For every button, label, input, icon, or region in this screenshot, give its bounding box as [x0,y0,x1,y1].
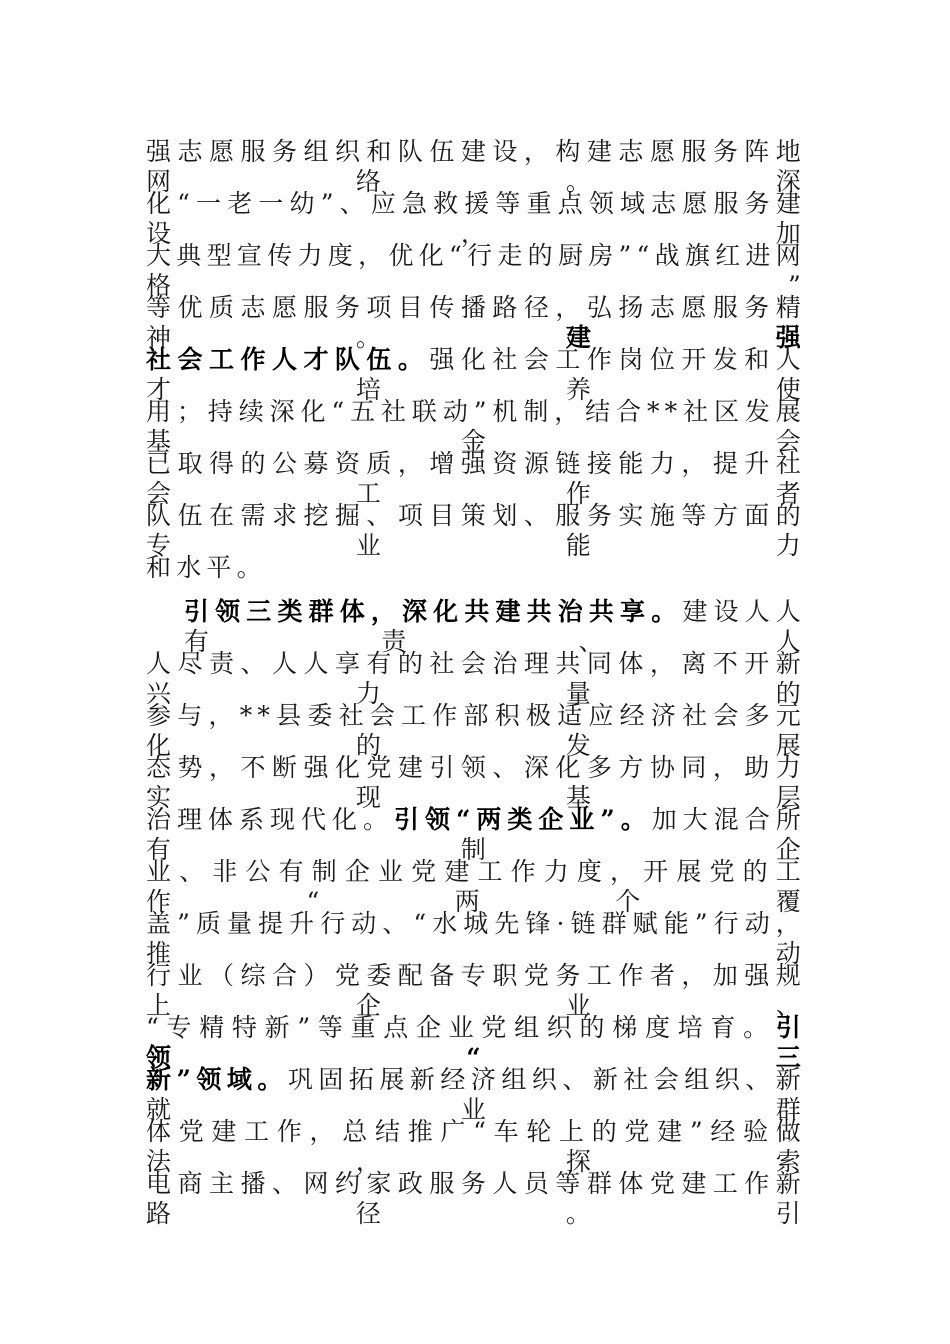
body-text: 建设人人有责、人 [184,597,806,656]
body-text: 强化社会工作岗位开发和人才培养使 [146,345,806,404]
body-text: 强志愿服务组织和队伍建设，构建志愿服务阵地网络。深 [146,137,806,196]
paragraph1-line [146,501,806,560]
body-text: 参与，**县委社会工作部积极适应经济社会多元化的发展 [146,701,806,760]
body-text: 用；持续深化“五社联动”机制，结合**社区发展基金会 [146,397,806,456]
body-text: 人尽责、人人享有的社会治理共同体，离不开新兴力量的 [146,649,806,708]
paragraph1-line [146,137,806,196]
paragraph1-line [146,345,806,404]
paragraph1-line [146,553,267,583]
body-text: 盖”质量提升行动、“水城先锋·链群赋能”行动，推动 [146,909,806,968]
body-text: 化“一老一幼”、应急救援等重点领域志愿服务建设，加 [146,189,806,248]
body-text: 态势，不断强化党建引领、深化多方协同，助力实现基层 [146,753,806,812]
paragraph2-line [146,961,806,1020]
body-text: 等优质志愿服务项目传播路径，弘扬志愿服务精神。 [146,293,806,352]
paragraph1-line [146,449,806,508]
body-text: 大典型宣传力度，优化“行走的厨房”“战旗红进网格” [146,241,806,300]
body-text: 加大混合所有制企 [146,805,806,864]
body-text: 体党建工作，总结推广“车轮上的党建”经验做法，探索 [146,1117,806,1176]
paragraph2-line [146,1065,806,1124]
body-text: 和水平。 [146,553,267,582]
paragraph2-line [146,1013,806,1072]
bold-heading-text: 引领“三 [146,1013,806,1072]
paragraph2-line [146,1169,806,1228]
bold-heading-text: 社会工作人才队伍。 [146,345,430,374]
paragraph1-line [146,241,806,300]
paragraph2-line [146,649,806,708]
paragraph2-line [184,597,806,656]
body-text: “专精特新”等重点企业党组织的梯度培育。 [146,1013,776,1042]
paragraph2-line [146,909,806,968]
paragraph2-line [146,857,806,916]
paragraph2-line [146,701,806,760]
paragraph2-line [146,753,806,812]
body-text: 业、非公有制企业党建工作力度，开展党的工作“两个覆 [146,857,806,916]
body-text: 队伍在需求挖掘、项目策划、服务实施等方面的专业能力 [146,501,806,560]
body-text: 已取得的公募资质，增强资源链接能力，提升社会工作者 [146,449,806,508]
paragraph1-line [146,397,806,456]
paragraph2-line [146,1117,806,1176]
bold-heading-text: 引领三类群体，深化共建共治共享。 [184,597,683,626]
bold-heading-text: 建强 [565,323,806,352]
paragraph2-line [146,805,806,864]
bold-heading-text: 引领“两类企业”。 [394,805,652,834]
paragraph1-line [146,189,806,248]
bold-heading-text: 新”领域。 [146,1065,288,1094]
paragraph1-line [146,293,806,352]
body-text: 治理体系现代化。 [146,805,395,834]
body-text: 电商主播、网约家政服务人员等群体党建工作新路径。引 [146,1169,806,1228]
body-text: 行业（综合）党委配备专职党务工作者，加强规上企业、 [146,961,806,1020]
body-text: 巩固拓展新经济组织、新社会组织、新就业群 [146,1065,806,1124]
